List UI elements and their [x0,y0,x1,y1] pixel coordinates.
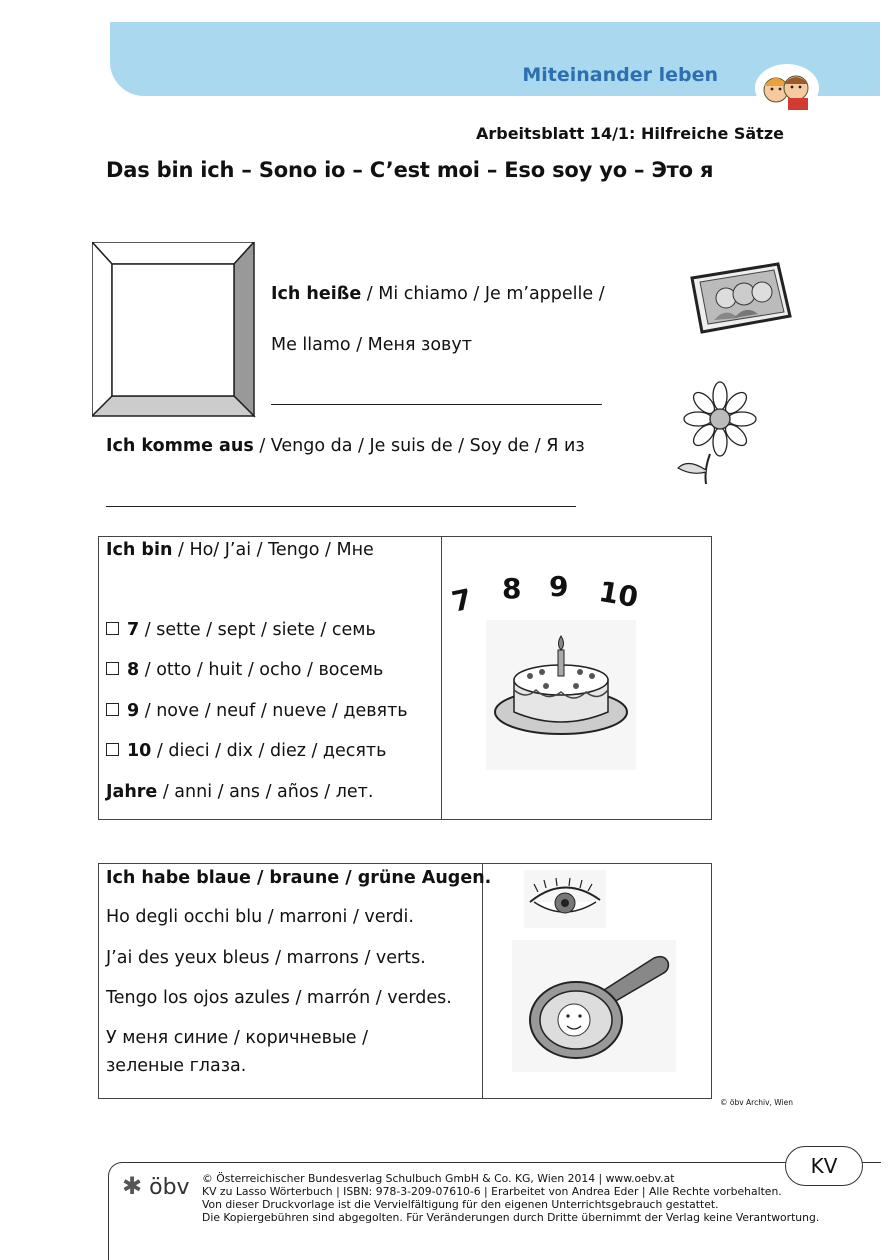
eyes-line-italian: Ho degli occhi blu / marroni / verdi. [106,907,414,927]
image-credit: © öbv Archiv, Wien [720,1098,793,1107]
worksheet-label: Arbeitsblatt 14/1: Hilfreiche Sätze [475,124,784,143]
origin-prompt: Ich komme aus / Vengo da / Je suis de / Soy de / Я из [106,436,585,456]
age-option[interactable]: 7 / sette / sept / siete / семь [106,620,376,640]
cake-number: 7 [448,582,475,619]
checkbox[interactable] [106,662,119,675]
photo-frame [92,242,256,422]
checkbox[interactable] [106,743,119,756]
eyes-table-divider [482,863,483,1098]
eyes-line-spanish: Tengo los ojos azules / marrón / verdes. [106,988,452,1008]
family-photo-icon [686,260,796,344]
cake-number: 9 [549,570,569,603]
footer-line: Von dieser Druckvorlage ist die Vervielfältigung für den eigenen Unterrichtsgebrauch gestattet. [202,1198,719,1211]
flower-icon [668,380,768,492]
birthday-cake-icon [486,620,636,774]
asterisk-icon: ✱ [122,1172,143,1200]
eye-icon [524,870,606,932]
cake-number: 8 [502,572,522,605]
origin-answer-line [106,506,576,507]
eyes-line-russian: У меня синие / коричневые / [106,1028,368,1048]
years-label: Jahre / anni / ans / años / лет. [106,782,374,802]
age-table-divider [441,536,442,819]
age-option[interactable]: 10 / dieci / dix / diez / десять [106,741,386,761]
age-option[interactable]: 9 / nove / neuf / nueve / девять [106,701,408,721]
name-answer-line [271,404,602,405]
name-prompt-line2: Me llamo / Меня зовут [271,335,472,355]
hand-mirror-icon [512,940,676,1076]
header-title: Miteinander leben [522,64,718,86]
footer-line: Die Kopiergebühren sind abgegolten. Für Veränderungen durch Dritte übernimmt der Verlag keine Verantwortung. [202,1211,820,1224]
eyes-line-russian-2: зеленые глаза. [106,1056,247,1076]
checkbox[interactable] [106,703,119,716]
publisher-logo: ✱ öbv [122,1172,190,1200]
checkbox[interactable] [106,622,119,635]
footer-line: © Österreichischer Bundesverlag Schulbuch GmbH & Co. KG, Wien 2014 | www.oebv.at [202,1172,675,1185]
age-option[interactable]: 8 / otto / huit / ocho / восемь [106,660,383,680]
age-prompt: Ich bin / Ho/ J’ai / Tengo / Мне [106,540,374,560]
eyes-line-german: Ich habe blaue / braune / grüne Augen. [106,868,492,888]
name-prompt: Ich heiße / Mi chiamo / Je m’appelle / [271,284,605,304]
kv-badge: KV [785,1146,863,1186]
kids-logo-icon [752,58,822,112]
page-title: Das bin ich – Sono io – C’est moi – Eso soy yo – Это я [106,158,714,182]
eyes-line-french: J’ai des yeux bleus / marrons / verts. [106,948,426,968]
cake-number: 10 [596,574,641,615]
footer-line: KV zu Lasso Wörterbuch | ISBN: 978-3-209-07610-6 | Erarbeitet von Andrea Eder | Alle Rechte vorbehalten. [202,1185,782,1198]
